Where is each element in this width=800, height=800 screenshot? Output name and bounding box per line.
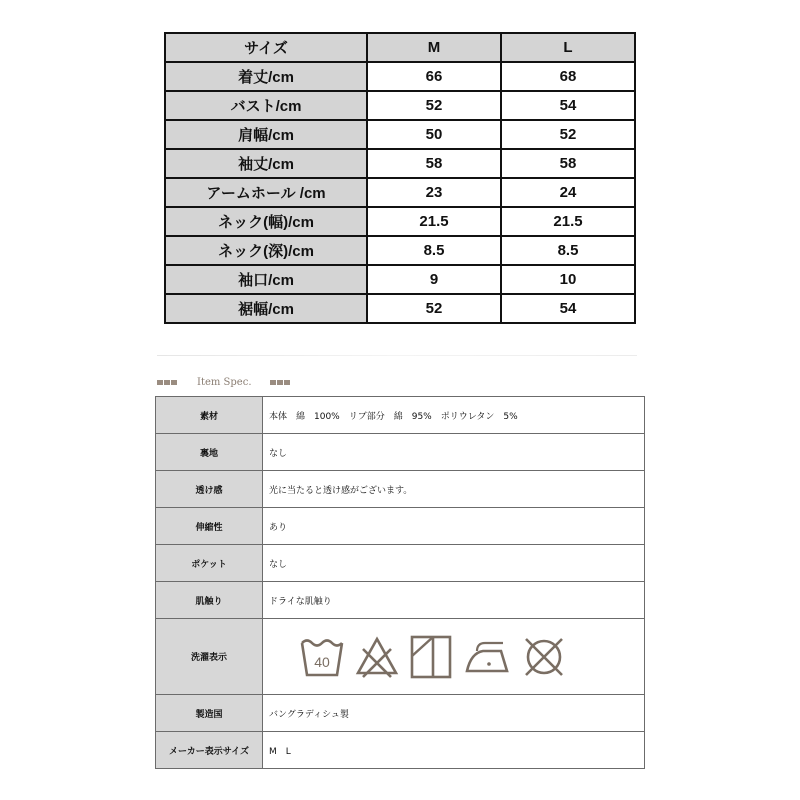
size-value-l: 24 xyxy=(501,178,635,207)
wash-40-icon xyxy=(299,635,345,679)
iron-low-icon xyxy=(463,637,511,677)
size-header-l: L xyxy=(501,33,635,62)
size-table-header xyxy=(165,33,635,62)
no-tumble-dry-icon xyxy=(521,634,567,680)
item-spec-table xyxy=(155,396,645,769)
size-row-label: 袖丈/cm xyxy=(165,149,367,178)
size-row xyxy=(165,207,635,236)
size-row xyxy=(165,294,635,323)
size-row-label: ネック(深)/cm xyxy=(165,236,367,265)
spec-value: あり xyxy=(263,508,645,545)
size-header-label: サイズ xyxy=(165,33,367,62)
spec-value: M L xyxy=(263,732,645,769)
spec-value: ドライな肌触り xyxy=(263,582,645,619)
spec-label: メーカー表示サイズ xyxy=(156,732,263,769)
size-value-m: 66 xyxy=(367,62,501,91)
size-value-l: 21.5 xyxy=(501,207,635,236)
size-header-m: M xyxy=(367,33,501,62)
spec-label: 肌触り xyxy=(156,582,263,619)
spec-label: 素材 xyxy=(156,397,263,434)
size-row-label: 着丈/cm xyxy=(165,62,367,91)
size-value-m: 52 xyxy=(367,91,501,120)
size-row xyxy=(165,62,635,91)
size-value-l: 10 xyxy=(501,265,635,294)
size-row-label: 袖口/cm xyxy=(165,265,367,294)
spec-label: 洗濯表示 xyxy=(156,619,263,695)
size-row xyxy=(165,91,635,120)
spec-label: 透け感 xyxy=(156,471,263,508)
size-value-l: 54 xyxy=(501,91,635,120)
spec-row xyxy=(156,545,645,582)
spec-value: 光に当たると透け感がございます。 xyxy=(263,471,645,508)
no-bleach-icon xyxy=(355,635,399,679)
care-icons xyxy=(269,634,644,680)
wash-temperature: 40 xyxy=(314,653,330,670)
care-label-cell xyxy=(263,619,645,695)
spec-value: なし xyxy=(263,545,645,582)
size-value-m: 58 xyxy=(367,149,501,178)
size-table xyxy=(164,32,636,324)
spec-row xyxy=(156,434,645,471)
size-row xyxy=(165,120,635,149)
spec-value: 本体 綿 100% リブ部分 綿 95% ポリウレタン 5% xyxy=(263,397,645,434)
line-dry-icon xyxy=(409,634,453,680)
spec-label: 裏地 xyxy=(156,434,263,471)
spec-label: ポケット xyxy=(156,545,263,582)
size-row-label: 肩幅/cm xyxy=(165,120,367,149)
size-row-label: ネック(幅)/cm xyxy=(165,207,367,236)
size-value-m: 8.5 xyxy=(367,236,501,265)
spec-row xyxy=(156,508,645,545)
size-value-m: 52 xyxy=(367,294,501,323)
size-value-m: 23 xyxy=(367,178,501,207)
size-value-l: 8.5 xyxy=(501,236,635,265)
decorative-squares xyxy=(270,380,290,385)
spec-row-care xyxy=(156,619,645,695)
decorative-squares xyxy=(157,380,177,385)
spec-value: なし xyxy=(263,434,645,471)
divider xyxy=(157,355,637,356)
size-row-label: 裾幅/cm xyxy=(165,294,367,323)
size-row xyxy=(165,178,635,207)
size-value-l: 52 xyxy=(501,120,635,149)
spec-row xyxy=(156,471,645,508)
size-row xyxy=(165,265,635,294)
spec-row xyxy=(156,695,645,732)
spec-row xyxy=(156,582,645,619)
size-row-label: バスト/cm xyxy=(165,91,367,120)
size-value-l: 54 xyxy=(501,294,635,323)
size-value-l: 58 xyxy=(501,149,635,178)
item-spec-heading xyxy=(157,374,290,390)
item-spec-title: Item Spec. xyxy=(197,376,252,388)
spec-row xyxy=(156,397,645,434)
size-value-m: 21.5 xyxy=(367,207,501,236)
spec-label: 製造国 xyxy=(156,695,263,732)
spec-value: バングラディシュ製 xyxy=(263,695,645,732)
size-row xyxy=(165,236,635,265)
size-value-m: 50 xyxy=(367,120,501,149)
size-row-label: アームホール /cm xyxy=(165,178,367,207)
size-value-m: 9 xyxy=(367,265,501,294)
size-row xyxy=(165,149,635,178)
spec-label: 伸縮性 xyxy=(156,508,263,545)
spec-row xyxy=(156,732,645,769)
size-value-l: 68 xyxy=(501,62,635,91)
